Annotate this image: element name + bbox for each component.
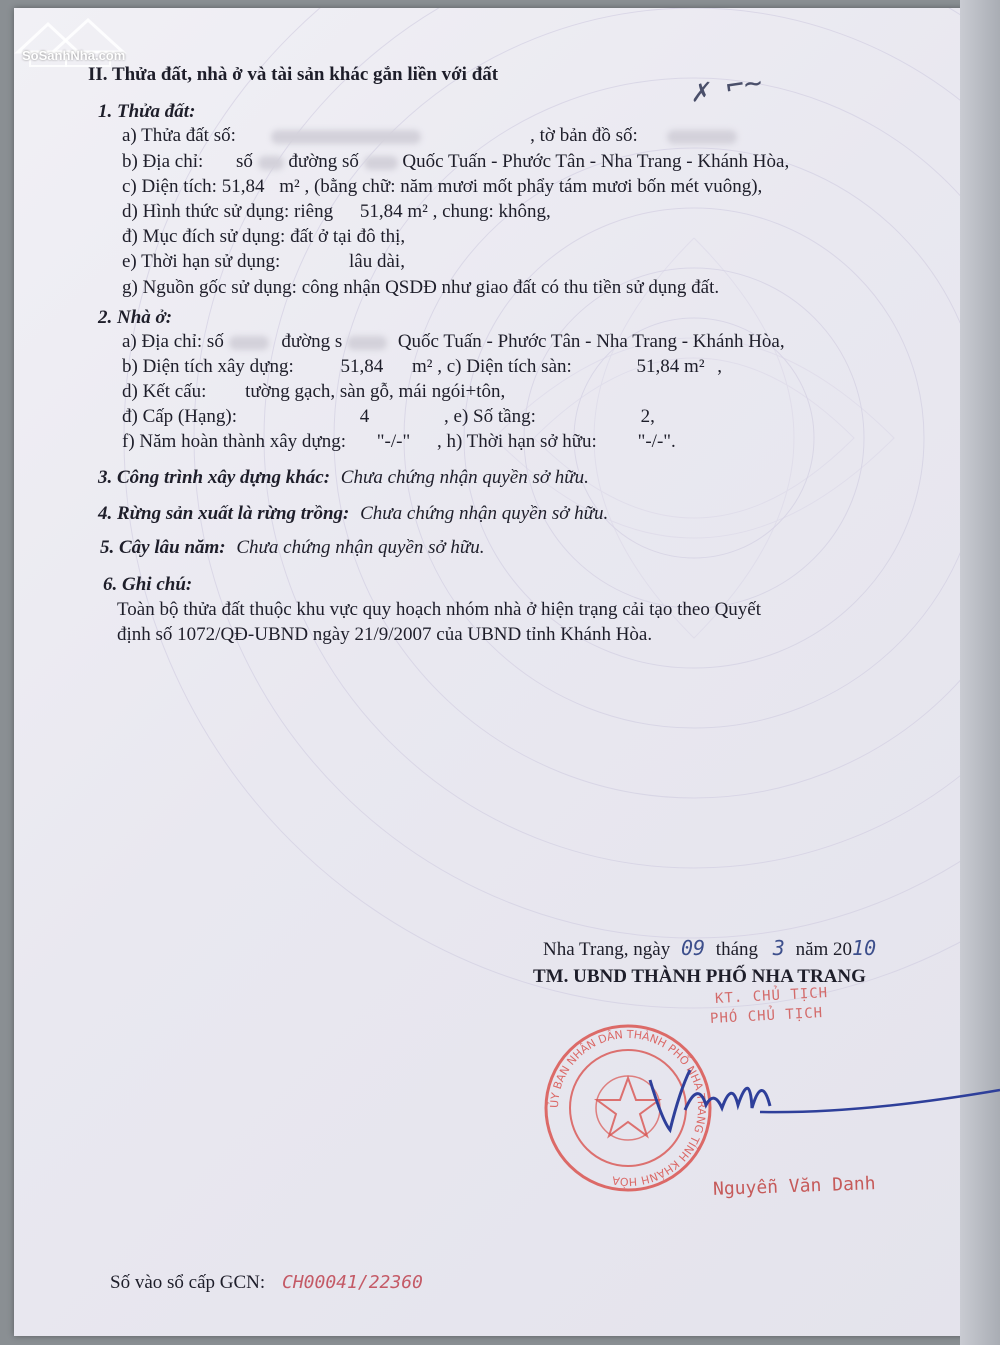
s2-e-label: , e) Số tầng: bbox=[444, 406, 536, 427]
s1-c-row bbox=[122, 176, 762, 198]
s2-a-rest: Quốc Tuấn - Phước Tân - Nha Trang - Khánh Hòa, bbox=[397, 331, 785, 352]
sign-date-row bbox=[543, 936, 876, 961]
s5-row bbox=[100, 537, 484, 559]
section-1-title: 1. Thửa đất: bbox=[98, 101, 196, 122]
s2-e-value: 2, bbox=[640, 406, 655, 427]
s2-b-value2: 51,84 m² bbox=[636, 356, 705, 377]
s1-a-label: a) Thửa đất số: bbox=[122, 125, 236, 146]
s1-d-row bbox=[122, 201, 551, 223]
s1-e-value: lâu dài, bbox=[349, 251, 405, 272]
redacted-street-number bbox=[364, 156, 398, 170]
s2-dd-row bbox=[122, 406, 655, 428]
s1-c-text: c) Diện tích: 51,84 bbox=[122, 176, 265, 197]
s1-a-row bbox=[122, 125, 737, 147]
s2-d-label: d) Kết cấu: bbox=[122, 381, 207, 402]
gcn-number: CH00041/22360 bbox=[282, 1272, 423, 1293]
s2-d-row bbox=[122, 381, 505, 403]
s1-b-so: số bbox=[236, 151, 253, 172]
s1-c-rest: , (bằng chữ: năm mươi mốt phẩy tám mươi bốn mét vuông), bbox=[304, 176, 763, 197]
s1-d-text: d) Hình thức sử dụng: riêng bbox=[122, 201, 334, 222]
redacted-house-number bbox=[258, 156, 284, 170]
sign-day: 09 bbox=[680, 936, 706, 960]
handwritten-mark: ✗ ⌐~ bbox=[687, 65, 765, 110]
redacted-house-number bbox=[229, 336, 269, 350]
s2-f-label: f) Năm hoàn thành xây dựng: bbox=[122, 431, 346, 452]
s2-dd-label: đ) Cấp (Hạng): bbox=[122, 406, 238, 427]
s1-b-duong: đường số bbox=[288, 151, 359, 172]
signature-icon bbox=[640, 1050, 1000, 1150]
s2-f-row bbox=[122, 431, 676, 453]
section-2-title: 2. Nhà ở: bbox=[98, 307, 173, 328]
s2-b-unit: m² bbox=[412, 356, 433, 377]
s2-a-row bbox=[122, 331, 785, 353]
house-logo-icon bbox=[8, 12, 158, 72]
s1-c-unit: m² bbox=[279, 176, 300, 197]
s1-b-label: b) Địa chỉ: bbox=[122, 151, 204, 172]
s5-text: Chưa chứng nhận quyền sở hữu. bbox=[236, 537, 485, 558]
sign-authority: TM. UBND THÀNH PHỐ NHA TRANG bbox=[533, 966, 866, 987]
s1-a-mid: , tờ bản đồ số: bbox=[530, 125, 638, 146]
s3-row bbox=[98, 467, 589, 489]
sign-place: Nha Trang, ngày bbox=[543, 939, 671, 960]
s2-b-mid: , c) Diện tích sàn: bbox=[437, 356, 572, 377]
seal-ring-text: ỦY BAN NHÂN DÂN THÀNH PHỐ NHA TRANG TỈNH KHÁNH HÒA bbox=[547, 1027, 709, 1189]
section-heading: II. Thửa đất, nhà ở và tài sản khác gắn liền với đất bbox=[88, 64, 499, 85]
s1-dd-row: đ) Mục đích sử dụng: đất ở tại đô thị, bbox=[122, 226, 406, 247]
s1-d-value: 51,84 m² bbox=[359, 201, 428, 222]
s2-b-value: 51,84 bbox=[340, 356, 384, 377]
s2-f-value: "-/-" bbox=[376, 431, 411, 452]
section-3-title: 3. Công trình xây dựng khác: bbox=[98, 467, 331, 488]
s1-e-label: e) Thời hạn sử dụng: bbox=[122, 251, 281, 272]
s1-d-rest: , chung: không, bbox=[432, 201, 551, 222]
s2-a-duong: đường s bbox=[281, 331, 343, 352]
s1-e-row bbox=[122, 251, 405, 273]
s6-line1: Toàn bộ thửa đất thuộc khu vực quy hoạch nhóm nhà ở hiện trạng cải tạo theo Quyết bbox=[117, 599, 762, 620]
s2-h-label: , h) Thời hạn sở hữu: bbox=[436, 431, 597, 452]
section-5-title: 5. Cây lâu năm: bbox=[100, 537, 226, 558]
redacted-map-number bbox=[667, 130, 737, 144]
sign-year-label: năm 20 bbox=[795, 939, 853, 960]
s4-text: Chưa chứng nhận quyền sở hữu. bbox=[360, 503, 609, 524]
s2-b-row bbox=[122, 356, 722, 378]
section-4-title: 4. Rừng sản xuất là rừng trồng: bbox=[98, 503, 350, 524]
logo-text: SoSanhNha.com bbox=[22, 48, 126, 63]
s4-row bbox=[98, 503, 608, 525]
s1-b-rest: Quốc Tuấn - Phước Tân - Nha Trang - Khánh Hòa, bbox=[402, 151, 790, 172]
s2-b-end: , bbox=[717, 356, 723, 377]
sign-year: 10 bbox=[852, 936, 877, 960]
s2-a-label: a) Địa chỉ: số bbox=[122, 331, 224, 352]
s2-d-value: tường gạch, sàn gỗ, mái ngói+tôn, bbox=[245, 381, 506, 402]
redacted-street-number bbox=[347, 336, 387, 350]
s1-b-row bbox=[122, 151, 789, 173]
s2-h-value: "-/-". bbox=[637, 431, 676, 452]
sign-kt: KT. CHỦ TỊCH bbox=[714, 985, 829, 1007]
sign-month: 3 bbox=[772, 936, 785, 960]
s1-g-row: g) Nguồn gốc sử dụng: công nhận QSDĐ như giao đất có thu tiền sử dụng đất. bbox=[122, 277, 720, 298]
s2-dd-value: 4 bbox=[359, 406, 370, 427]
gcn-label: Số vào sổ cấp GCN: bbox=[110, 1272, 266, 1293]
section-6-title: 6. Ghi chú: bbox=[103, 574, 193, 595]
s2-b-label: b) Diện tích xây dựng: bbox=[122, 356, 294, 377]
sign-pct: PHÓ CHỦ TỊCH bbox=[709, 1005, 824, 1027]
redacted-parcel-number bbox=[271, 130, 421, 144]
signer-name: Nguyễn Văn Danh bbox=[712, 1173, 876, 1200]
s3-text: Chưa chứng nhận quyền sở hữu. bbox=[340, 467, 589, 488]
s6-line2: định số 1072/QĐ-UBND ngày 21/9/2007 của UBND tỉnh Khánh Hòa. bbox=[117, 624, 653, 645]
sign-month-label: tháng bbox=[715, 939, 759, 960]
